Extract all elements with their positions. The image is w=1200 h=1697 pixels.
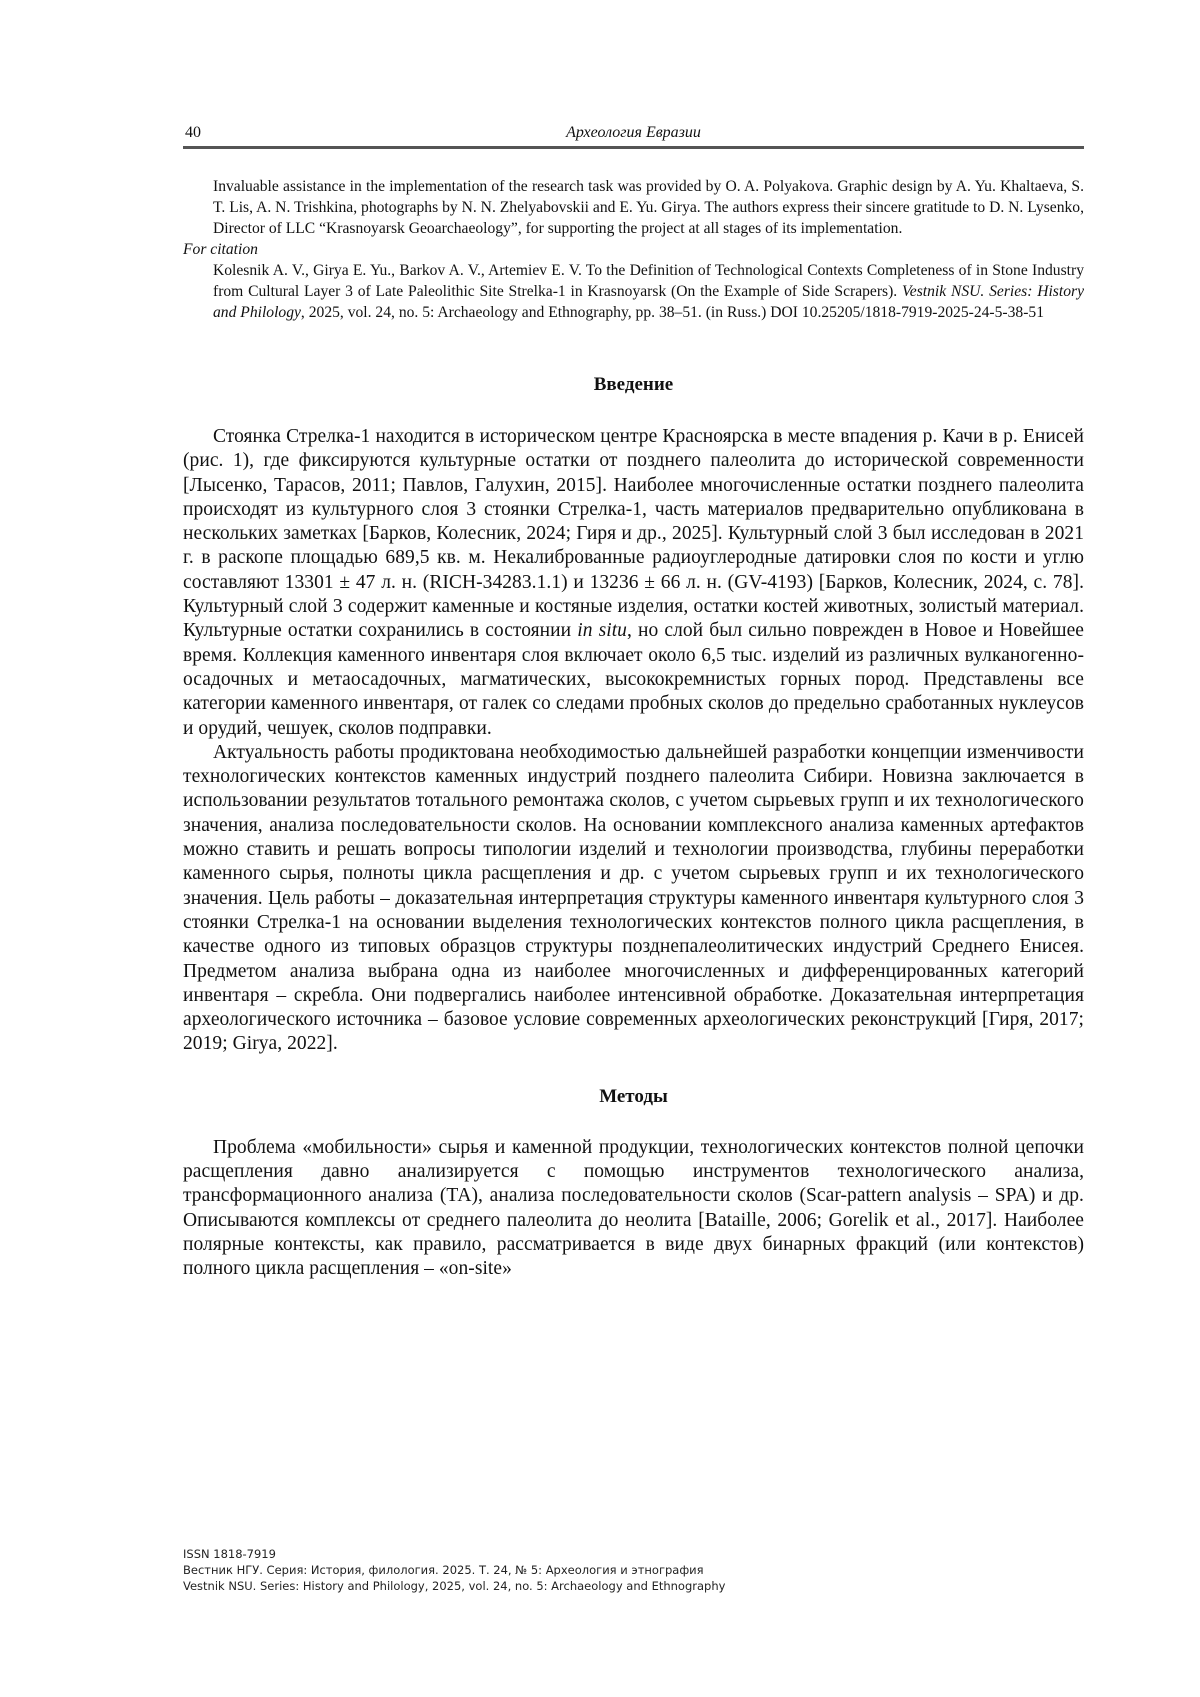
citation-authors-title: Kolesnik A. V., Girya E. Yu., Barkov A. V., Artemiev E. V. To the Definition of Technological Contexts Completeness of in Stone Industry from Cultural Layer 3 of Late Paleolithic Site Strelka-1 in Krasnoyarsk (On the Example of Side Scrapers). (213, 262, 1084, 300)
header-rule (183, 146, 1084, 149)
section-title-introduction: Введение (593, 374, 674, 395)
citation-text (213, 260, 1084, 323)
citation-details: , 2025, vol. 24, no. 5: Archaeology and Ethnography, pp. 38–51. (in Russ.) DOI 10.25205/1818-7919-2025-24-5-38-51 (300, 304, 1044, 321)
page-content (183, 176, 1084, 1282)
footer-issn: ISSN 1818-7919 (183, 1547, 276, 1561)
intro-paragraph-2: Актуальность работы продиктована необходимостью дальнейшей разработки концепции изменчивости технологических контекстов каменных индустрий позднего палеолита Сибири. Новизна заключается в использовании результатов тотального ремонтажа сколов, с учетом сырьевых групп и их технологического значения, анализа последовательности сколов. На основании комплексного анализа каменных артефактов можно ставить и решать вопросы типологии изделий и технологии производства, глубины переработки каменного сырья, полноты цикла расщепления и др. с учетом сырьевых групп и их технологического значения. Цель работы – доказательная интерпретация структуры каменного инвентаря культурного слоя 3 стоянки Стрелка-1 на основании выделения технологических контекстов полного цикла расщепления, в качестве одного из типовых образцов структуры позднепалеолитических индустрий Среднего Енисея. Предметом анализа выбрана одна из наиболее многочисленных и дифференцированных категорий инвентаря – скребла. Они подвергались наиболее интенсивной обработке. Доказательная интерпретация археологического источника – базовое условие современных археологических реконструкций [Гиря, 2017; 2019; Girya, 2022]. (183, 741, 1084, 1055)
intro-p1-start: Стоянка Стрелка-1 находится в историческом центре Красноярска в месте впадения р. Качи в р. Енисей (рис. 1), где фиксируются культурные остатки от позднего палеолита до исторической современности [Лысенко, Тарасов, 2011; Павлов, Галухин, 2015]. Наиболее многочисленные остатки позднего палеолита происходят из культурного слоя 3 стоянки Стрелка-1, часть материалов предварительно опубликована в нескольких заметках [Барков, Колесник, 2024; Гиря и др., 2025]. Культурный слой 3 был исследован в 2021 г. в раскопе площадью 689,5 кв. м. Некалиброванные радиоуглеродные датировки слоя по кости и углю составляют 13301 ± 47 л. н. (RICH-34283.1.1) и 13236 ± 66 л. н. (GV-4193) [Барков, Колесник, 2024, с. 78]. Культурный слой 3 содержит каменные и костяные изделия, остатки костей животных, золистый материал. Культурные остатки сохранились в состоянии (183, 426, 1084, 642)
page-number: 40 (185, 124, 201, 141)
intro-paragraph-1 (183, 425, 1084, 741)
running-header (183, 122, 1084, 150)
page-footer (183, 1546, 983, 1594)
intro-p1-in-situ: in situ (577, 620, 627, 642)
methods-paragraph-1: Проблема «мобильности» сырья и каменной продукции, технологических контекстов полной цепочки расщепления давно анализируется с помощью инструментов технологического анализа, трансформационного анализа (ТА), анализа последовательности сколов (Scar-pattern analysis – SPA) и др. Описываются комплексы от среднего палеолита до неолита [Bataille, 2006; Gorelik et al., 2017]. Наиболее полярные контексты, как правило, рассматривается в виде двух бинарных фракций (или контекстов) полного цикла расщепления – «on-site» (183, 1136, 1084, 1280)
intro-p1-end: , но слой был сильно поврежден в Новое и Новейшее время. Коллекция каменного инвентаря слоя включает около 6,5 тыс. изделий из различных вулканогенно-осадочных и метаосадочных, магматических, высококремнистых горных пород. Представлены все категории каменного инвентаря, от галек со следами пробных сколов до предельно сработанных нуклеусов и орудий, чешуек, сколов подправки. (183, 620, 1084, 739)
citation-journal: Vestnik NSU. Series: History and Philology (213, 283, 1084, 321)
journal-title: Археология Евразии (566, 124, 701, 141)
footer-journal-ru: Вестник НГУ. Серия: История, филология. 2025. Т. 24, № 5: Археология и этнография (183, 1563, 704, 1577)
citation-label: For citation (183, 241, 258, 258)
footer-journal-en: Vestnik NSU. Series: History and Philology, 2025, vol. 24, no. 5: Archaeology and Ethnography (183, 1579, 726, 1593)
acknowledgement: Invaluable assistance in the implementation of the research task was provided by O. A. Polyakova. Graphic design by A. Yu. Khaltaeva, S. T. Lis, A. N. Trishkina, photographs by N. N. Zhelyabovskii and E. Yu. Girya. The authors express their sincere gratitude to D. N. Lysenko, Director of LLC “Krasnoyarsk Geoarchaeology”, for supporting the project at all stages of its implementation. (213, 178, 1084, 237)
section-title-methods: Методы (599, 1085, 668, 1107)
